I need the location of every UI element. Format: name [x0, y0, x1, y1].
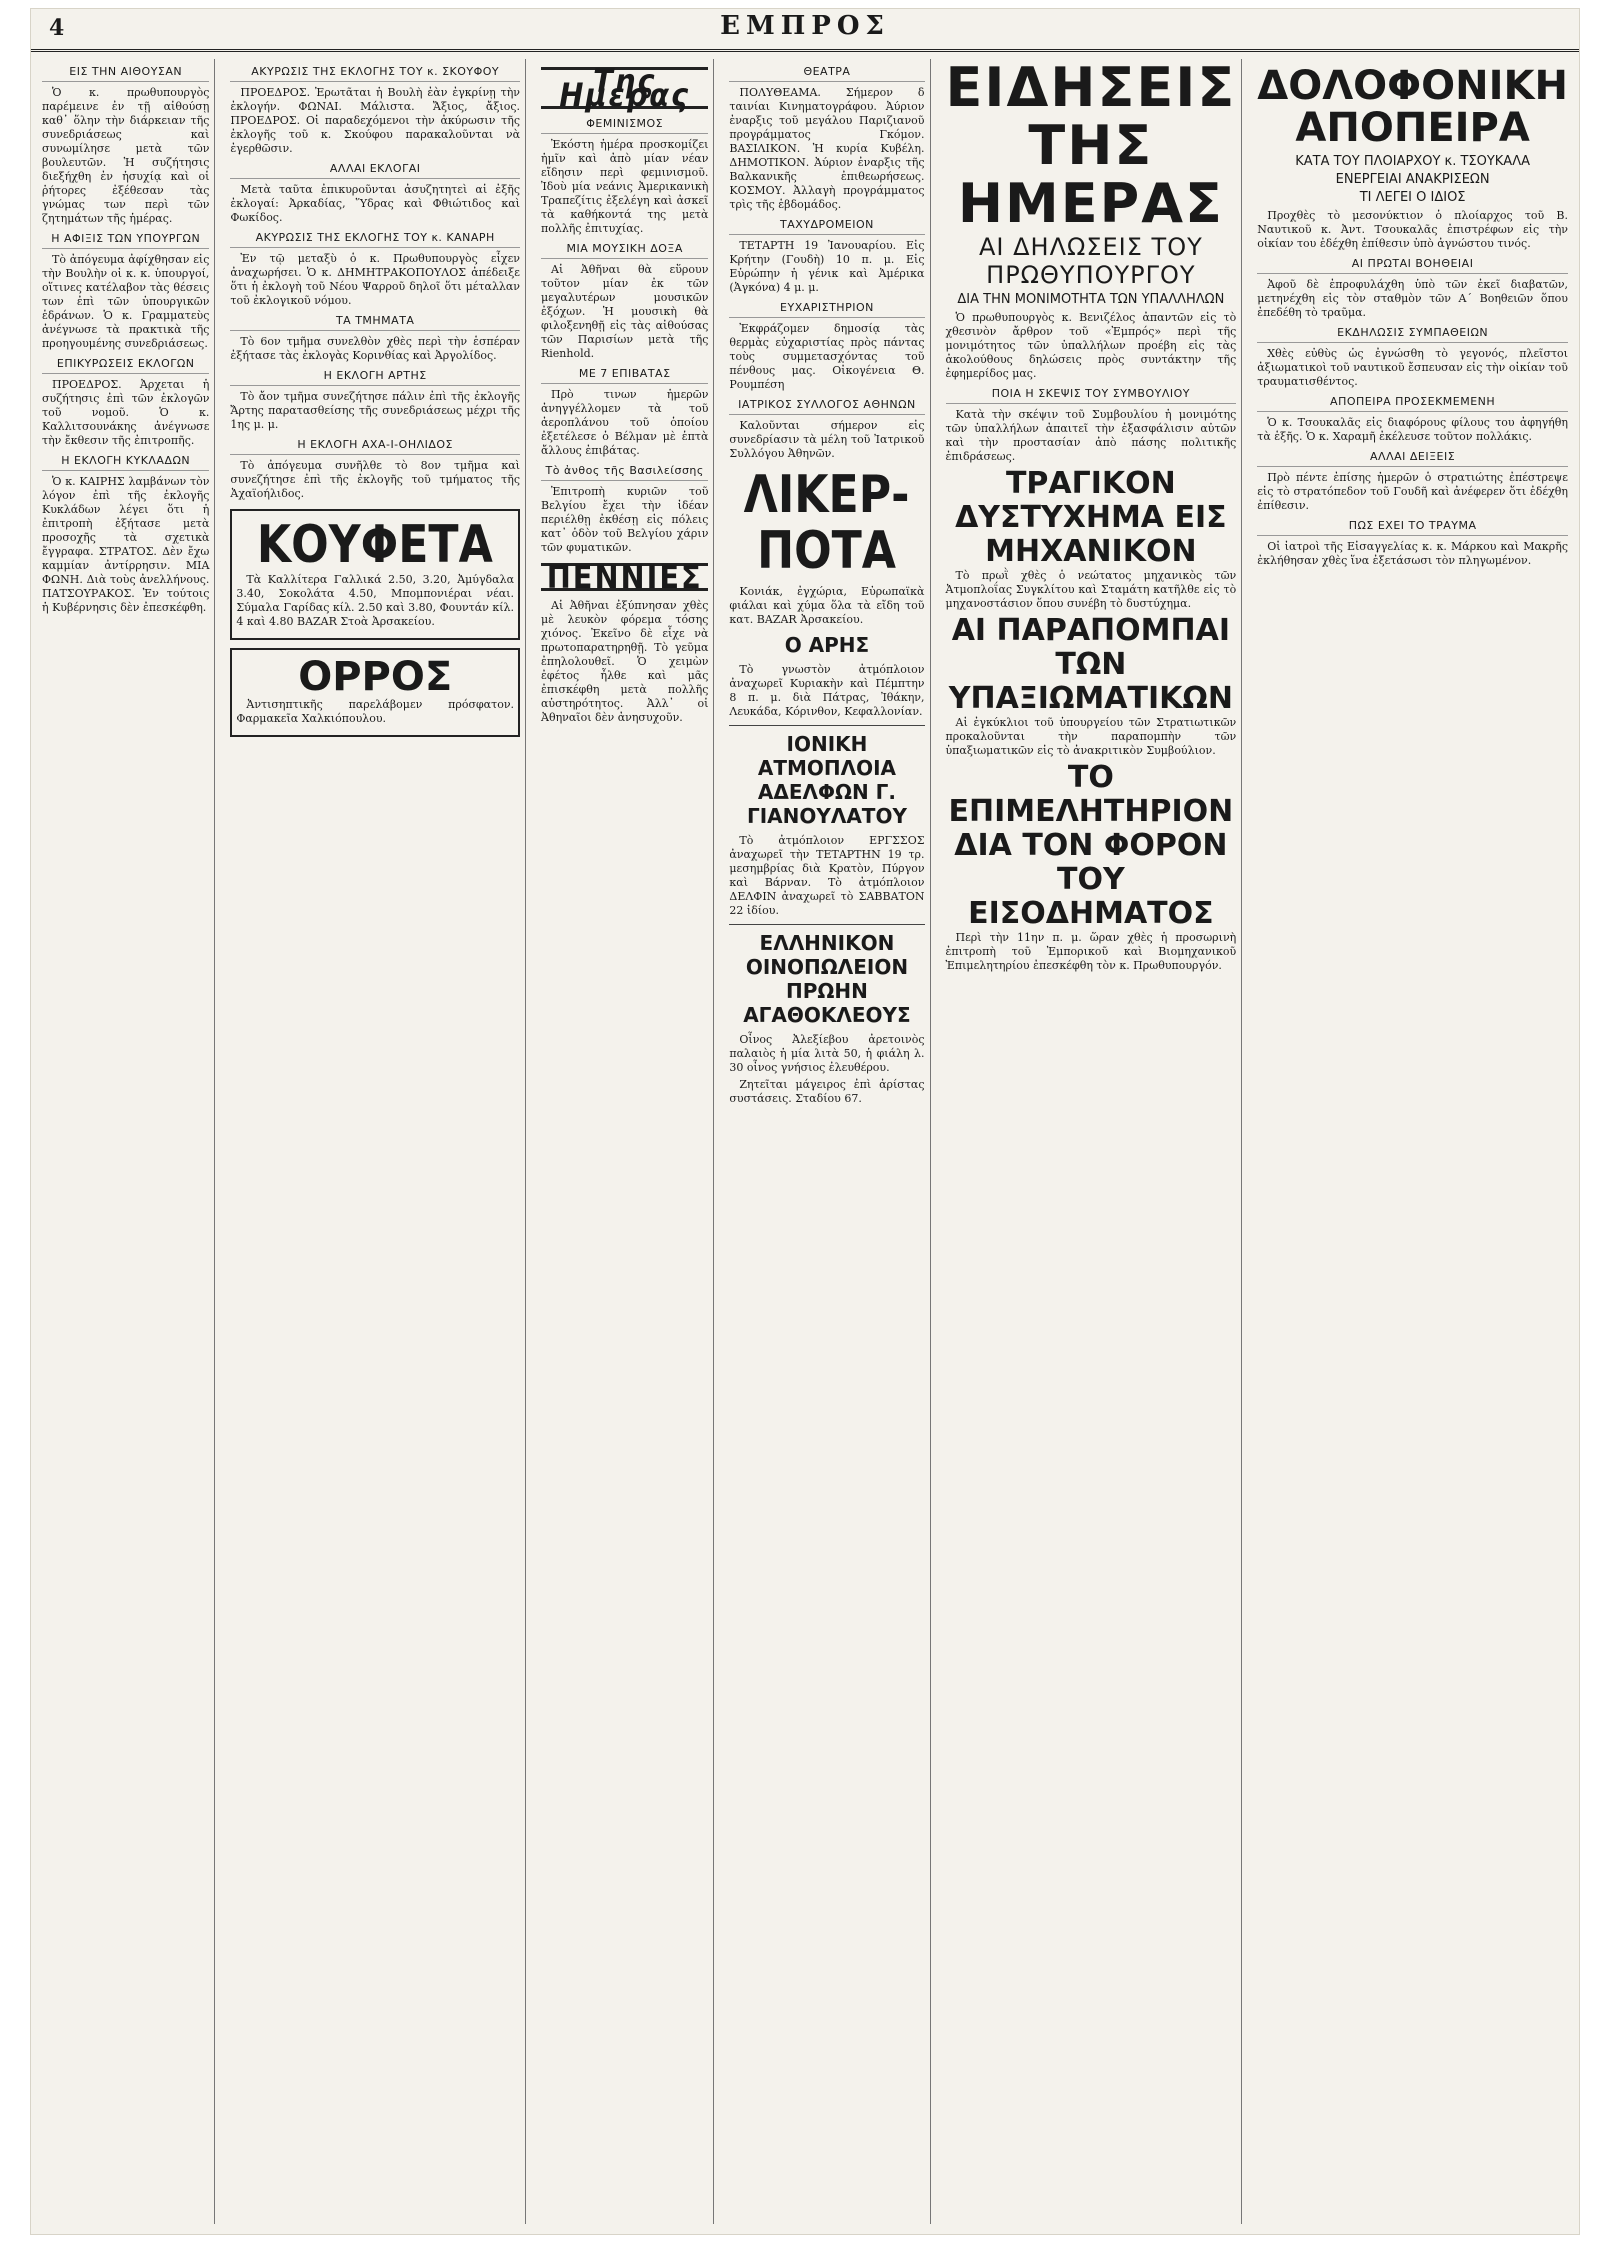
- article-text: Ἀφοῦ δὲ ἐπροφυλάχθη ὑπὸ τῶν ἐκεῖ διαβατῶν, μετηνέχθη εἰς τὸν σταθμὸν τῶν Α΄ Βοηθειῶν ὅπου ἐπεδέθη τὸ τραῦμα.: [1257, 278, 1568, 319]
- section-text: ΠΡΟΕΔΡΟΣ. Ἐρωτᾶται ἡ Βουλὴ ἐὰν ἐγκρίνῃ τὴν ἐκλογήν. ΦΩΝΑΙ. Μάλιστα. Ἄξιος, ἄξιος. ΠΡΟΕΔΡΟΣ. Οἱ παραδεχόμενοι τὴν ἀκύρωσιν τῆς ἐκλογῆς τοῦ κ. Σκούφου παρακαλοῦνται νὰ ἐγερθῶσιν.: [230, 86, 520, 155]
- section-text: Ἐν τῷ μεταξὺ ὁ κ. Πρωθυπουργὸς εἶχεν ἀναχωρήσει. Ὁ κ. ΔΗΜΗΤΡΑΚΟΠΟΥΛΟΣ ἀπέδειξε ὅτι ἡ ἐκλογὴ τοῦ Νέου Ψαρροῦ δηλοῖ ὅτι μέταλλαν τοῦ ἐκλογικοῦ νόμου.: [230, 252, 520, 307]
- pennies-title: ΠΕΝΝΙΕΣ: [541, 563, 708, 591]
- liker-title: ΛΙΚΕΡ-ΠΟΤΑ: [744, 465, 910, 581]
- section-title: ΕΠΙΚΥΡΩΣΕΙΣ ΕΚΛΟΓΩΝ: [42, 357, 209, 374]
- section-title: Η ΑΦΙΞΙΣ ΤΩΝ ΥΠΟΥΡΓΩΝ: [42, 232, 209, 249]
- section-title: ΕΥΧΑΡΙΣΤΗΡΙΟΝ: [729, 301, 924, 318]
- headline-attempt: ΔΟΛΟΦΟΝΙΚΗ ΑΠΟΠΕΙΡΑ: [1257, 63, 1568, 151]
- section-title: ΑΚΥΡΩΣΙΣ ΤΗΣ ΕΚΛΟΓΗΣ ΤΟΥ κ. ΣΚΟΥΦΟΥ: [230, 65, 520, 82]
- pennies-text: Αἱ Ἀθῆναι ἐξύπνησαν χθὲς μὲ λευκὸν φόρεμα τόσης χιόνος. Ἐκεῖνο δὲ εἶχε νὰ πρωτοπαρατηρηθῇ. Τὸ γεῦμα ἐπηλολουθεῖ. Ὁ χειμὼν ἐφέτος ἦλθε καὶ μᾶς ἐπισκέφθη μετὰ πολλῆς αὐστηρότητος. Ἀλλ᾽ οἱ Ἀθηναῖοι δὲν ἀνησυχοῦν.: [541, 599, 709, 724]
- section-text: Τὸ ἀπόγευμα συνῆλθε τὸ 8ον τμῆμα καὶ συνεζήτησε ἐπὶ τῆς ἐκλογῆς τοῦ τμήματος τῆς Ἀχαϊοήλιδος.: [230, 459, 520, 500]
- article-text: Περὶ τὴν 11ην π. μ. ὥραν χθὲς ἡ προσωρινὴ ἐπιτροπὴ τοῦ Ἐμπορικοῦ καὶ Βιομηχανικοῦ Ἐπιμελητηρίου ἐπεσκέφθη τὸν κ. Πρωθυπουργόν.: [945, 931, 1237, 972]
- koufeta-text: Τὰ Καλλίτερα Γαλλικά 2.50, 3.20, Ἀμύγδαλα 3.40, Σοκολάτα 4.50, Μπομπονιέραι νέαι. Σύμαλα Γαρίδας κίλ. 2.50 καὶ 3.80, Φουντάν κίλ. 4 καὶ 4.80 BAZAR Στοὰ Ἀρσακείου.: [236, 573, 514, 628]
- article-text: Αἱ ἐγκύκλιοι τοῦ ὑπουργείου τῶν Στρατιωτικῶν προκαλοῦνται τὴν παραπομπὴν τῶν ὑπαξιωματικῶν εἰς τὸ ἀνακριτικὸν Συμβούλιον.: [945, 716, 1237, 757]
- orros-text: Ἀντισηπτικῆς παρελάβομεν πρόσφατον. Φαρμακεῖα Χαλκιόπουλου.: [236, 698, 514, 725]
- section-text: ΠΟΛΥΘΕΑΜΑ. Σήμερον δ ταινίαι Κινηματογράφου. Ἀύριον ἐναρξις τοῦ μεγάλου Παριζιανοῦ προγράμματος Γκόμον. ΒΑΣΙΛΙΚΟΝ. Ἡ κυρία Κυβέλη. ΔΗΜΟΤΙΚΟΝ. Ἀύριον ἐναρξις τῆς Βαλκανικῆς ἐπιθεωρήσεως. ΚΟΣΜΟΥ. Ἀλλαγὴ προγράμματος τρὶς τῆς ἑβδομάδος.: [729, 86, 925, 211]
- section-title: ΤΟ ΕΠΙΜΕΛΗΤΗΡΙΟΝ ΔΙΑ ΤΟΝ ΦΟΡΟΝ ΤΟΥ ΕΙΣΟΔΗΜΑΤΟΣ: [948, 760, 1234, 931]
- section-text: Ἐκφράζομεν δημοσίᾳ τὰς θερμὰς εὐχαριστίας πρὸς πάντας τοὺς συμμετασχόντας τοῦ πένθους μας. Οἰκογένεια Θ. Ρουμπέση: [729, 322, 925, 391]
- koufeta-ad: [230, 509, 520, 640]
- column-4: [724, 59, 930, 2224]
- section-title: ΤΑΧΥΔΡΟΜΕΙΟΝ: [729, 218, 924, 235]
- subhead: ΚΑΤΑ ΤΟΥ ΠΛΟΙΑΡΧΟΥ κ. ΤΣΟΥΚΑΛΑ: [1295, 154, 1530, 169]
- article-text: Κατὰ τὴν σκέψιν τοῦ Συμβουλίου ἡ μονιμότης τῶν ὑπαλλήλων ἀπαιτεῖ τὴν ἐξασφάλισιν αὐτῶν καὶ τὴν προστασίαν ἀπὸ πάσης πολιτικῆς ἐπιδράσεως.: [945, 408, 1237, 463]
- section-text: Τὸ ἄον τμῆμα συνεζήτησε πάλιν ἐπὶ τῆς ἐκλογῆς Ἄρτης παρατασθείσης τῆς συνεδριάσεως μέχρι τῆς 1ης μ. μ.: [230, 390, 520, 431]
- ionian-title: ΙΟΝΙΚΗ ΑΤΜΟΠΛΟΙΑ ΑΔΕΛΦΩΝ Γ. ΓΙΑΝΟΥΛΑΤΟΥ: [746, 732, 907, 828]
- article-text: Προχθὲς τὸ μεσονύκτιον ὁ πλοίαρχος τοῦ Β. Ναυτικοῦ κ. Ἀντ. Τσουκαλᾶς ἐπιστρέφων εἰς τὴν οἰκίαν του ἐδέχθη ἐπίθεσιν ὑπὸ ἀγνώστου τινός.: [1257, 209, 1568, 250]
- section-title: ΘΕΑΤΡΑ: [729, 65, 924, 82]
- newspaper-page: [30, 8, 1580, 2235]
- section-title: ΑΙ ΠΡΩΤΑΙ ΒΟΗΘΕΙΑΙ: [1257, 257, 1568, 274]
- section-title: ΕΚΔΗΛΩΣΙΣ ΣΥΜΠΑΘΕΙΩΝ: [1257, 326, 1568, 343]
- oinopolion-text: Οἶνος Ἀλεξίεβου ἀρετοινὸς παλαιὸς ἡ μία λιτὰ 50, ἡ φιάλη λ. 30 οἶνος γνήσιος ἐλευθέρου.: [729, 1033, 925, 1074]
- columns: [37, 56, 1573, 2224]
- orros-ad: [230, 648, 520, 737]
- orros-title: ΟΡΡΟΣ: [298, 654, 453, 700]
- section-title: Η ΕΚΛΟΓΗ ΚΥΚΛΑΔΩΝ: [42, 454, 209, 471]
- zitetai-text: Ζητεῖται μάγειρος ἐπὶ ἀρίστας συστάσεις. Σταδίου 67.: [729, 1078, 925, 1105]
- aris-title: Ο ΑΡΗΣ: [784, 633, 870, 657]
- main-headline: ΕΙΔΗΣΕΙΣ ΤΗΣ ΗΜΕΡΑΣ: [945, 56, 1237, 235]
- liker-text: Κονιάκ, ἐγχώρια, Εὐρωπαϊκὰ φιάλαι καὶ χύμα ὅλα τὰ εἴδη τοῦ κατ. BAZAR Ἀρσακείου.: [729, 585, 925, 626]
- section-title: ΑΙ ΠΑΡΑΠΟΜΠΑΙ ΤΩΝ ΥΠΑΞΙΩΜΑΤΙΚΩΝ: [948, 613, 1233, 716]
- section-text: Ὁ κ. ΚΑΙΡΗΣ λαμβάνων τὸν λόγον ἐπὶ τῆς ἐκλογῆς Κυκλάδων λέγει ὅτι ἡ ἐπιτροπὴ ἐξήτασε μετὰ προσοχῆς τὰ σχετικὰ ἔγγραφα. ΣΤΡΑΤΟΣ. Δὲν ἔχω καμμίαν ἀντίρρησιν. ΜΙΑ ΦΩΝΗ. Διὰ τοὺς ἀνελλήνους. ΠΑΤΣΟΥΡΑΚΟΣ. Ἐν τούτοις ἡ Κυβέρνησις δὲν ἐπεσκέφθη.: [42, 475, 210, 614]
- paper-name: ΕΜΠΡΟΣ: [720, 11, 890, 41]
- page-number: 4: [49, 15, 65, 41]
- divider: [729, 725, 924, 726]
- article-text: Ὁ κ. Τσουκαλᾶς εἰς διαφόρους φίλους του ἀφηγήθη τὰ ἑξῆς. Ὁ κ. Χαραμῆ ἐκέλευσε τοῦτον πολλάκις.: [1257, 416, 1568, 443]
- section-text: Καλοῦνται σήμερον εἰς συνεδρίασιν τὰ μέλη τοῦ Ἰατρικοῦ Συλλόγου Ἀθηνῶν.: [729, 419, 925, 460]
- article-text: Τὸ πρωῒ χθὲς ὁ νεώτατος μηχανικὸς τῶν Ἀτμοπλοΐας Συγκλίτου καὶ Σταμάτη κατῆλθε εἰς τὸ μηχανοστάσιον ὅπου συνέβη τὸ δυστύχημα.: [945, 569, 1237, 610]
- section-text: Αἱ Ἀθῆναι θὰ εὕρουν τοῦτον μίαν ἐκ τῶν μεγαλυτέρων μουσικῶν ἐξόχων. Ἡ μουσικὴ θὰ φιλοξενηθῇ εἰς τὰς αἰθούσας τῶν Παρισίων μετὰ τῆς Rienhold.: [541, 263, 709, 360]
- section-text: ΠΡΟΕΔΡΟΣ. Ἀρχεται ἡ συζήτησις ἐπὶ τῶν ἐκλογῶν τοῦ νομοῦ. Ὁ κ. Καλλιτσουνάκης ἀνέγνωσε τὴν ἔκθεσιν τῆς ἐπιτροπῆς.: [42, 378, 210, 447]
- main-subhead: ΑΙ ΔΗΛΩΣΕΙΣ ΤΟΥ ΠΡΩΘΥΠΟΥΡΓΟΥ: [978, 233, 1203, 289]
- koufeta-title: ΚΟΥΦΕΤΑ: [257, 515, 494, 575]
- section-title: ΙΑΤΡΙΚΟΣ ΣΥΛΛΟΓΟΣ ΑΘΗΝΩΝ: [729, 398, 924, 415]
- section-title: Τὸ ἀνθος τῆς Βασιλείσσης: [541, 464, 708, 481]
- section-text: Ἐπιτροπὴ κυριῶν τοῦ Βελγίου ἔχει τὴν ἰδέαν περιέλθῃ ἐκθέσῃ εἰς πόλεις κατ᾽ ὁδὸν τοῦ Βελγίου χάριν τῶν φυματικῶν.: [541, 485, 709, 554]
- section-title: ΑΛΛΑΙ ΕΚΛΟΓΑΙ: [230, 162, 520, 179]
- article-text: Χθὲς εὐθὺς ὡς ἐγνώσθη τὸ γεγονός, πλεῖστοι ἀξιωματικοὶ τοῦ ναυτικοῦ ἔσπευσαν εἰς τὴν οἰκίαν τοῦ τραυματισθέντος.: [1257, 347, 1568, 388]
- masthead: [31, 9, 1579, 52]
- column-3: [536, 59, 714, 2224]
- article-text: Ὁ πρωθυπουργὸς κ. Βενιζέλος ἀπαντῶν εἰς τὸ χθεσινὸν ἄρθρον τοῦ «Ἐμπρός» περὶ τῆς μονιμότητος τῶν ὑπαλλήλων προέβη εἰς τὰς ἀκολούθους δηλώσεις πρὸς συντάκτην τῆς ἐφημερίδος μας.: [945, 311, 1237, 380]
- article-text: Οἱ ἰατροὶ τῆς Εἰσαγγελίας κ. κ. Μάρκου καὶ Μακρῆς ἐκλήθησαν χθὲς ἵνα ἐξετάσωσι τὸν πληγωμένον.: [1257, 540, 1568, 567]
- section-text: Πρὸ τινων ἡμερῶν ἀνηγγέλλομεν τὰ τοῦ ἀεροπλάνου τοῦ ὁποίου ἐξετέλεσε ὁ Βέλμαν μὲ ἑπτὰ ἄλλους ἐπιβάτας.: [541, 388, 709, 457]
- section-text: Μετὰ ταῦτα ἐπικυροῦνται ἀσυζητητεὶ αἱ ἐξῆς ἐκλογαί: Ἀρκαδίας, Ὕδρας καὶ Φθιώτιδος καὶ Φωκίδος.: [230, 183, 520, 224]
- section-title: ΑΠΟΠΕΙΡΑ ΠΡΟΣΕΚΜΕΜΕΝΗ: [1257, 395, 1568, 412]
- section-text: Τὸ ἀπόγευμα ἀφίχθησαν εἰς τὴν Βουλὴν οἱ κ. κ. ὑπουργοί, οἵτινες κατέλαβον τὰς θέσεις των ἐπὶ τῶν ὑπουργικῶν ἑδράνων. Ὁ κ. Γραμματεὺς ἀνέγνωσε τὰ πρακτικὰ τῆς προηγουμένης συνεδριάσεως.: [42, 253, 210, 350]
- kicker: ΤΙ ΛΕΓΕΙ Ο ΙΔΙΟΣ: [1359, 190, 1466, 205]
- section-text: Ὁ κ. πρωθυπουργὸς παρέμεινε ἐν τῇ αἰθούσῃ καθ᾽ ὅλην τὴν διάρκειαν τῆς συνεδριάσεως καὶ συνωμίλησε μετὰ τῶν βουλευτῶν. Ἡ συζήτησις διεξήχθη ἐν ἡσυχίᾳ καὶ οἱ ῥήτορες ἐξέθεσαν τὰς γνώμας των περὶ τῶν ζητημάτων τῆς ἡμέρας.: [42, 86, 210, 225]
- section-title: ΜΕ 7 ΕΠΙΒΑΤΑΣ: [541, 367, 708, 384]
- section-title: ΑΚΥΡΩΣΙΣ ΤΗΣ ΕΚΛΟΓΗΣ ΤΟΥ κ. ΚΑΝΑΡΗ: [230, 231, 520, 248]
- main-kicker: ΔΙΑ ΤΗΝ ΜΟΝΙΜΟΤΗΤΑ ΤΩΝ ΥΠΑΛΛΗΛΩΝ: [957, 292, 1225, 307]
- section-title: ΑΛΛΑΙ ΔΕΙΞΕΙΣ: [1257, 450, 1568, 467]
- section-title: ΕΙΣ ΤΗΝ ΑΙΘΟΥΣΑΝ: [42, 65, 209, 82]
- article-text: Πρὸ πέντε ἐπίσης ἡμερῶν ὁ στρατιώτης ἐπέστρεψε εἰς τὸ στρατόπεδον τοῦ Γουδῆ καὶ ἀνέφερεν ὅτι ἐδέχθη ἐπίθεσιν.: [1257, 471, 1568, 512]
- column-5: [941, 56, 1243, 2224]
- section-text: Ἐκόστη ἡμέρα προσκομίζει ἡμῖν καὶ ἀπὸ μίαν νέαν εἴδησιν περὶ φεμινισμοῦ. Ἰδοὺ μία νεάνις Ἀμερικανικὴ Τραπεζίτις ἐξελέγη καὶ ἀσκεῖ τὰ καθήκοντά της μετὰ πολλῆς ἐπιτυχίας.: [541, 138, 709, 235]
- section-title: Η ΕΚΛΟΓΗ ΑΡΤΗΣ: [230, 369, 520, 386]
- section-title: ΠΩΣ ΕΧΕΙ ΤΟ ΤΡΑΥΜΑ: [1257, 519, 1568, 536]
- column-2: [225, 59, 526, 2224]
- aris-text: Τὸ γνωστὸν ἀτμόπλοιον ἀναχωρεῖ Κυριακὴν καὶ Πέμπτην 8 π. μ. διὰ Πάτρας, Ἰθάκην, Λευκάδα, Κόρινθον, Κεφαλλονίαν.: [729, 663, 925, 718]
- section-title: ΤΑ ΤΜΗΜΑΤΑ: [230, 314, 520, 331]
- ionian-text: Τὸ ἀτμόπλοιον ΕΡΓΣΣΟΣ ἀναχωρεῖ τὴν ΤΕΤΑΡΤΗΝ 19 τρ. μεσημβρίας διὰ Κρατὸν, Πύργον καὶ Βάρναν. Τὸ ἀτμόπλοιον ΔΕΛΦΙΝ ἀναχωρεῖ τὸ ΣΑΒΒΑΤΟΝ 22 ἰδίου.: [729, 834, 925, 917]
- column-1: [37, 59, 215, 2224]
- section-title: ΠΟΙΑ Η ΣΚΕΨΙΣ ΤΟΥ ΣΥΜΒΟΥΛΙΟΥ: [946, 387, 1237, 404]
- column-header: Της Ημερας: [541, 67, 708, 109]
- section-text: ΤΕΤΑΡΤΗ 19 Ἰανουαρίου. Εἰς Κρήτην (Γουδὴ) 10 π. μ. Εἰς Εὐρώπην ἡ γένικ καὶ Ἀμέρικα (Ἀγκόνα) 4 μ. μ.: [729, 239, 925, 294]
- section-title: ΜΙΑ ΜΟΥΣΙΚΗ ΔΟΞΑ: [541, 242, 708, 259]
- section-text: Τὸ 6ον τμῆμα συνελθὸν χθὲς περὶ τὴν ἑσπέραν ἐξήτασε τὰς ἐκλογὰς Κορινθίας καὶ Ἀργολίδος.: [230, 335, 520, 362]
- section-title: ΤΡΑΓΙΚΟΝ ΔΥΣΤΥΧΗΜΑ ΕΙΣ ΜΗΧΑΝΙΚΟΝ: [955, 466, 1227, 569]
- oinopolion-title: ΕΛΛΗΝΙΚΟΝ ΟΙΝΟΠΩΛΕΙΟΝ ΠΡΩΗΝ ΑΓΑΘΟΚΛΕΟΥΣ: [743, 931, 911, 1027]
- kicker: ΕΝΕΡΓΕΙΑΙ ΑΝΑΚΡΙΣΕΩΝ: [1335, 172, 1490, 187]
- section-title: ΦΕΜΙΝΙΣΜΟΣ: [541, 117, 708, 134]
- section-title: Η ΕΚΛΟΓΗ ΑΧΑ-Ι-ΟΗΛΙΔΟΣ: [230, 438, 520, 455]
- column-6: [1252, 59, 1573, 2224]
- divider: [729, 924, 924, 925]
